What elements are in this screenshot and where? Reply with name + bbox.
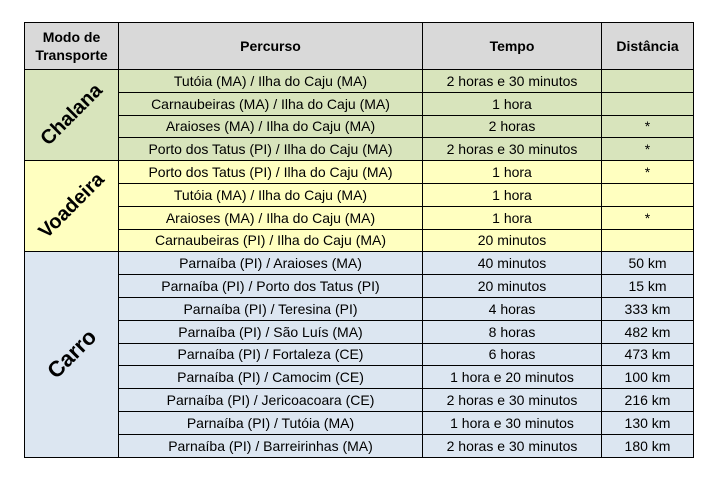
mode-label: Chalana xyxy=(35,79,107,151)
time-cell: 20 minutos xyxy=(423,229,602,252)
table-row xyxy=(25,161,694,184)
distance-cell: 482 km xyxy=(602,320,694,343)
route-cell: Parnaíba (PI) / Barreirinhas (MA) xyxy=(119,434,423,457)
distance-cell: 333 km xyxy=(602,297,694,320)
transport-table xyxy=(24,22,694,458)
table-row xyxy=(25,70,694,93)
route-cell: Parnaíba (PI) / Porto dos Tatus (PI) xyxy=(119,275,423,298)
time-cell: 2 horas e 30 minutos xyxy=(423,138,602,161)
distance-cell: 130 km xyxy=(602,411,694,434)
header-route: Percurso xyxy=(119,23,423,70)
table-row xyxy=(25,183,694,206)
mode-label: Carro xyxy=(41,324,101,384)
table-row xyxy=(25,115,694,138)
distance-cell: * xyxy=(602,115,694,138)
table-row xyxy=(25,92,694,115)
table-row xyxy=(25,411,694,434)
time-cell: 1 hora xyxy=(423,161,602,184)
mode-label: Voadeira xyxy=(34,168,109,244)
route-cell: Parnaíba (PI) / Teresina (PI) xyxy=(119,297,423,320)
table-row xyxy=(25,229,694,252)
distance-cell: 50 km xyxy=(602,252,694,275)
distance-cell xyxy=(602,70,694,93)
route-cell: Carnaubeiras (PI) / Ilha do Caju (MA) xyxy=(119,229,423,252)
route-cell: Porto dos Tatus (PI) / Ilha do Caju (MA) xyxy=(119,161,423,184)
distance-cell: * xyxy=(602,138,694,161)
header-row xyxy=(25,23,694,70)
route-cell: Carnaubeiras (MA) / Ilha do Caju (MA) xyxy=(119,92,423,115)
time-cell: 4 horas xyxy=(423,297,602,320)
route-cell: Porto dos Tatus (PI) / Ilha do Caju (MA) xyxy=(119,138,423,161)
time-cell: 2 horas xyxy=(423,115,602,138)
time-cell: 20 minutos xyxy=(423,275,602,298)
time-cell: 1 hora xyxy=(423,206,602,229)
header-distance: Distância xyxy=(602,23,694,70)
time-cell: 40 minutos xyxy=(423,252,602,275)
table-row xyxy=(25,297,694,320)
route-cell: Parnaíba (PI) / Camocim (CE) xyxy=(119,366,423,389)
header-mode: Modo de Transporte xyxy=(25,23,119,70)
mode-cell xyxy=(25,252,119,457)
distance-cell: * xyxy=(602,161,694,184)
time-cell: 1 hora xyxy=(423,92,602,115)
distance-cell: 100 km xyxy=(602,366,694,389)
route-cell: Araioses (MA) / Ilha do Caju (MA) xyxy=(119,206,423,229)
header-time: Tempo xyxy=(423,23,602,70)
route-cell: Parnaíba (PI) / Araioses (MA) xyxy=(119,252,423,275)
table-row xyxy=(25,434,694,457)
distance-cell: 15 km xyxy=(602,275,694,298)
time-cell: 1 hora e 30 minutos xyxy=(423,411,602,434)
table-row xyxy=(25,206,694,229)
table-row xyxy=(25,138,694,161)
distance-cell: 180 km xyxy=(602,434,694,457)
distance-cell: 473 km xyxy=(602,343,694,366)
distance-cell xyxy=(602,183,694,206)
table-row xyxy=(25,275,694,298)
distance-cell: 216 km xyxy=(602,389,694,412)
time-cell: 2 horas e 30 minutos xyxy=(423,434,602,457)
distance-cell: * xyxy=(602,206,694,229)
mode-cell xyxy=(25,70,119,161)
time-cell: 2 horas e 30 minutos xyxy=(423,70,602,93)
time-cell: 2 horas e 30 minutos xyxy=(423,389,602,412)
table-row xyxy=(25,343,694,366)
route-cell: Araioses (MA) / Ilha do Caju (MA) xyxy=(119,115,423,138)
table-row xyxy=(25,252,694,275)
distance-cell xyxy=(602,92,694,115)
time-cell: 8 horas xyxy=(423,320,602,343)
route-cell: Parnaíba (PI) / São Luís (MA) xyxy=(119,320,423,343)
route-cell: Parnaíba (PI) / Fortaleza (CE) xyxy=(119,343,423,366)
time-cell: 1 hora xyxy=(423,183,602,206)
table-row xyxy=(25,366,694,389)
route-cell: Parnaíba (PI) / Jericoacoara (CE) xyxy=(119,389,423,412)
route-cell: Tutóia (MA) / Ilha do Caju (MA) xyxy=(119,70,423,93)
mode-cell xyxy=(25,161,119,252)
table-row xyxy=(25,389,694,412)
route-cell: Tutóia (MA) / Ilha do Caju (MA) xyxy=(119,183,423,206)
distance-cell xyxy=(602,229,694,252)
time-cell: 6 horas xyxy=(423,343,602,366)
route-cell: Parnaíba (PI) / Tutóia (MA) xyxy=(119,411,423,434)
time-cell: 1 hora e 20 minutos xyxy=(423,366,602,389)
table-row xyxy=(25,320,694,343)
